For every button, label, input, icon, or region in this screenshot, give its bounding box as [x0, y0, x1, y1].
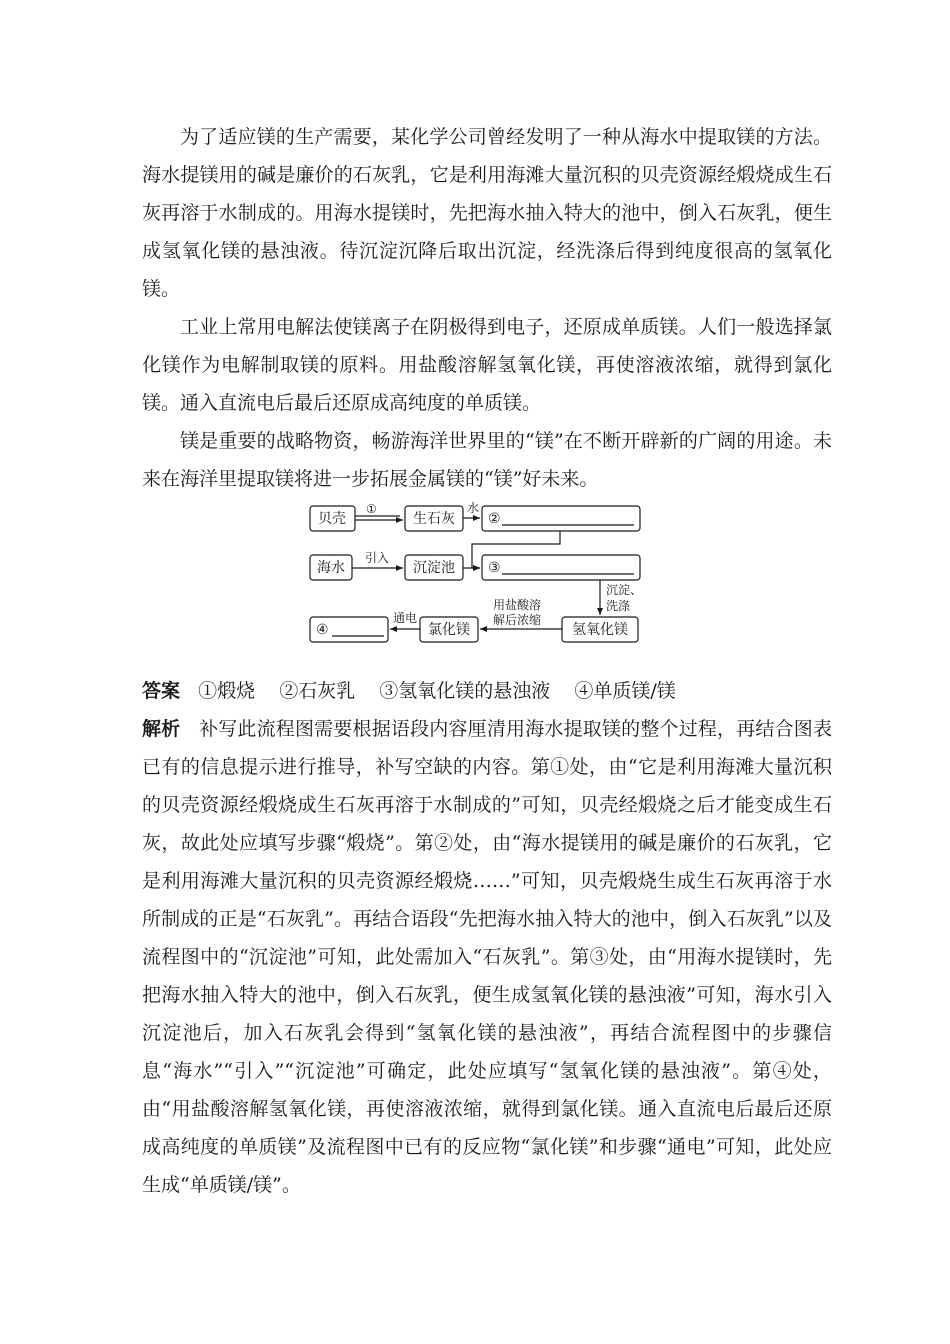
edge-label-electric: 通电 [393, 611, 418, 625]
node-seawater: 海水 [317, 560, 345, 576]
node-quicklime: 生石灰 [413, 511, 455, 527]
edge-label-acid-2: 解后浓缩 [493, 613, 542, 627]
node-blank2: ② [488, 511, 501, 527]
edge-label-settle-1: 沉淀、 [606, 583, 643, 597]
node-shell: 贝壳 [318, 511, 346, 527]
analysis-text: 补写此流程图需要根据语段内容厘清用海水提取镁的整个过程，再结合图表已有的信息提示进行推导，补写空缺的内容。第①处，由“它是利用海滩大量沉积的贝壳资源经煅烧成生石灰再溶于水制成的”可知，贝壳经煅烧之后才能变成生石灰，故此处应填写步骤“煅烧”。第②处，由“海水提镁用的碱是廉价的石灰乳，它是利用海滩大量沉积的贝壳资源经煅烧……”可知，贝壳煅烧生成生石灰再溶于水所制成的正是“石灰乳”。再结合语段“先把海水抽入特大的池中，倒入石灰乳”以及流程图中的“沉淀池”可知，此处需加入“石灰乳”。第③处，由“用海水提镁时，先把海水抽入特大的池中，倒入石灰乳，便生成氢氧化镁的悬浊液”可知，海水引入沉淀池后，加入石灰乳会得到“氢氧化镁的悬浊液”，再结合流程图中的步骤信息“海水”“引入”“沉淀池”可确定，此处应填写“氢氧化镁的悬浊液”。第④处，由“用盐酸溶解氢氧化镁，再使溶液浓缩，就得到氯化镁。通入直流电后最后还原成高纯度的单质镁”及流程图中已有的反应物“氯化镁”和步骤“通电”可知，此处应生成“单质镁/镁”。 [142, 718, 832, 1196]
edge-label-settle-2: 洗涤 [606, 599, 631, 613]
analysis-label: 解析 [142, 718, 181, 740]
edge-label-introduce: 引入 [365, 551, 390, 565]
passage-paragraph-3: 镁是重要的战略物资，畅游海洋世界里的“镁”在不断开辟新的广阔的用途。未来在海洋里提取镁将进一步拓展金属镁的“镁”好未来。 [142, 430, 832, 490]
node-mg-chloride: 氯化镁 [428, 622, 470, 638]
edge-label-water: 水 [467, 501, 480, 515]
node-tank: 沉淀池 [413, 560, 455, 576]
answer-item-2: ②石灰乳 [279, 680, 356, 702]
answer-label: 答案 [142, 680, 181, 702]
node-blank4: ④ [316, 622, 329, 638]
edge-limemilk-connector [472, 531, 560, 568]
passage-paragraph-1: 为了适应镁的生产需要，某化学公司曾经发明了一种从海水中提取镁的方法。海水提镁用的碱是廉价的石灰乳，它是利用海滩大量沉积的贝壳资源经煅烧成生石灰再溶于水制成的。用海水提镁时，先把海水抽入特大的池中，倒入石灰乳，便生成氢氧化镁的悬浊液。待沉淀沉降后取出沉淀，经洗涤后得到纯度很高的氢氧化镁。 [142, 126, 832, 300]
answer-item-4: ④单质镁/镁 [574, 680, 676, 702]
node-blank3: ③ [488, 560, 501, 576]
extraction-flowchart [300, 496, 650, 646]
edge-label-acid-1: 用盐酸溶 [493, 598, 542, 612]
node-blank3-box [482, 555, 640, 580]
node-mg-hydroxide: 氢氧化镁 [572, 622, 628, 638]
node-blank2-box [482, 506, 640, 531]
answer-item-3: ③氢氧化镁的悬浊液 [379, 680, 551, 702]
answer-line [142, 672, 832, 710]
passage-paragraph-2: 工业上常用电解法使镁离子在阴极得到电子，还原成单质镁。人们一般选择氯化镁作为电解制取镁的原料。用盐酸溶解氢氧化镁，再使溶液浓缩，就得到氯化镁。通入直流电后最后还原成高纯度的单质镁。 [142, 316, 832, 414]
analysis-paragraph [142, 710, 832, 1204]
edge-label-step1: ① [366, 502, 377, 516]
answer-item-1: ①煅烧 [198, 680, 256, 702]
